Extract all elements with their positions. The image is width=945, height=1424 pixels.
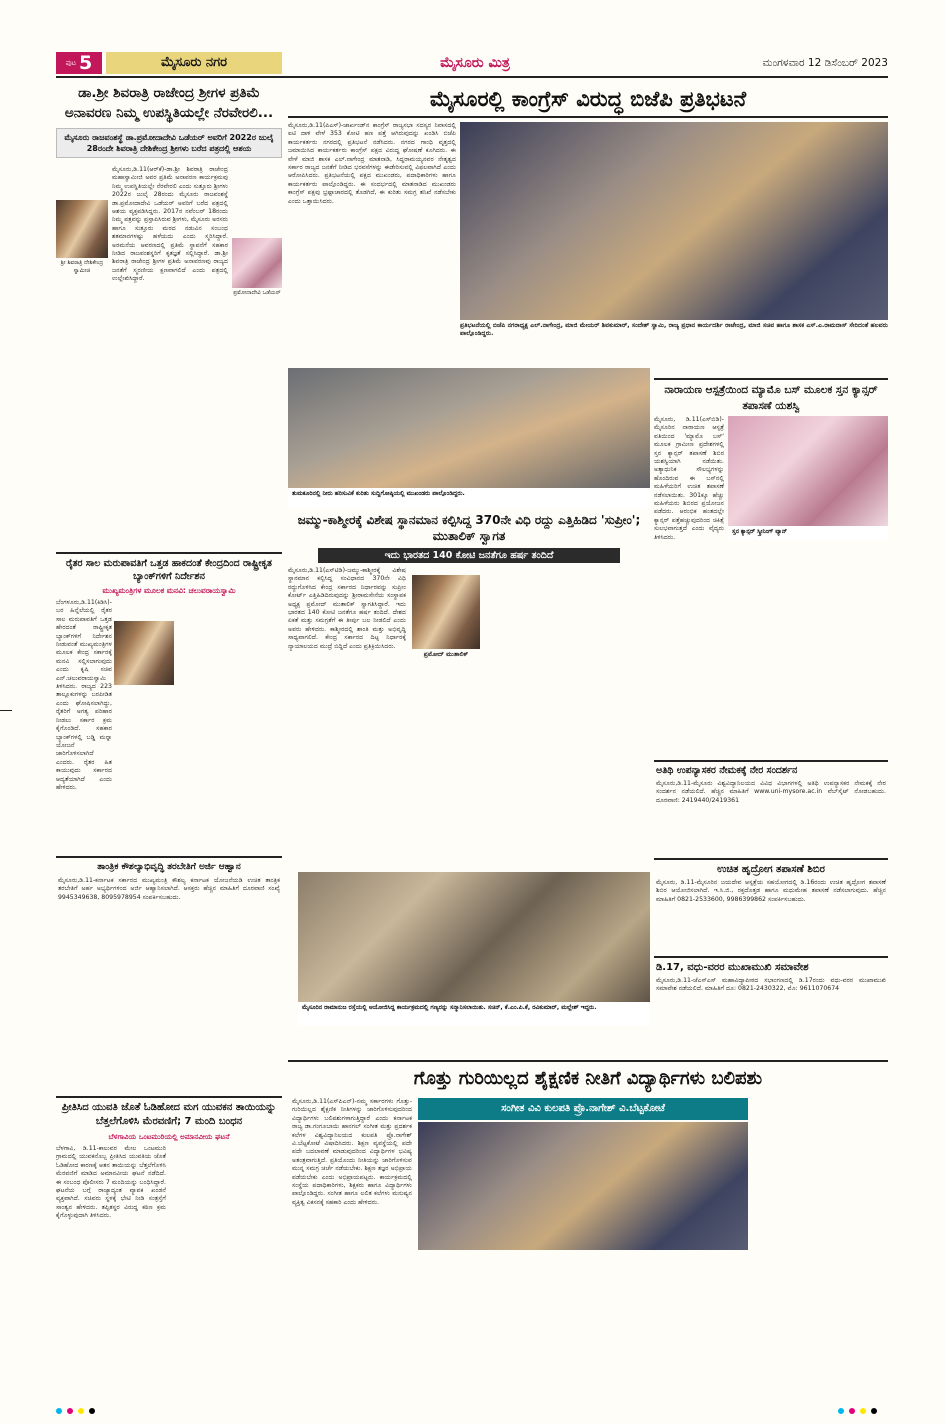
muthalik-photo — [412, 575, 480, 649]
mammo-bus-photo — [728, 416, 888, 526]
minister-photo — [114, 621, 174, 685]
story-kicker: ಬೆಳಗಾವಿಯ ಒಂಟಮುರಿಯಲ್ಲಿ ಅಮಾನವೀಯ ಘಟನೆ — [108, 1132, 230, 1141]
lead-protest-photo — [460, 122, 888, 320]
page-word: ಪುಟ — [65, 58, 77, 67]
education-body-col5 — [754, 1098, 888, 1404]
story-headline: ಡಿ.17, ವಧು-ವರರ ಮುಖಾಮುಖಿ ಸಮಾವೇಶ — [656, 962, 809, 973]
caption-text: ಪ್ರತಿಭಟನೆಯಲ್ಲಿ ಬಿಜೆಪಿ ನಗರಾಧ್ಯಕ್ಷ ಎಲ್.ನಾಗೇಂದ್ರ, ಮಾಜಿ ಮೇಯರ್ ಶಿವಕುಮಾರ್, ಸಂದೇಶ್ ಸ್ವಾಮಿ, ರಾಜ್ಯ ಪ್ರಧಾನ ಕಾರ್ಯದರ್ಶಿ ರಾಜೇಂದ್ರ, ಮಾಜಿ ಸಚಿವ ಹಾಗೂ ಶಾಸಕ ಎಸ್.ಎ.ರಾಮದಾಸ್ ಸೇರಿದಂತೆ ಹಲವರು ಪಾಲ್ಗೊಂಡಿದ್ದರು. — [460, 322, 888, 338]
mammo-bus-caption: ಸ್ತನ ಕ್ಯಾನ್ಸರ್ ಸ್ಕ್ರೀನಿಂಗ್ ವ್ಯಾನ್ — [728, 526, 888, 540]
swamiji-photo-caption: ಶ್ರೀ ಶಿವರಾತ್ರಿ ದೇಶಿಕೇಂದ್ರ ಸ್ವಾಮೀಜಿ — [60, 260, 104, 275]
page-number: 5 — [79, 52, 93, 74]
page-header — [0, 0, 945, 80]
story-headline: ಡಾ.ಶ್ರೀ ಶಿವರಾತ್ರಿ ರಾಜೇಂದ್ರ ಶ್ರೀಗಳ ಪ್ರತಿಮೆ ಅನಾವರಣ ನಿಮ್ಮ ಉಪಸ್ಥಿತಿಯಲ್ಲೇ ನೆರವೇರಲಿ... — [64, 85, 274, 121]
story-skill — [56, 856, 282, 966]
story-body: ಬೆಂಗಳೂರು,ಡಿ.11(ಕಿಡಿಸಿ)-ಬರ ಹಿನ್ನೆಲೆಯಲ್ಲಿ ರೈತರ ಸಾಲ ಮರುಪಾವತಿಗೆ ಒತ್ತಡ ಹೇರದಂತೆ ರಾಷ್ಟ್ರೀಕೃತ ಬ್ಯಾಂಕ್‌ಗಳಿಗೆ ನಿರ್ದೇಶನ ನೀಡುವಂತೆ ಮುಖ್ಯಮಂತ್ರಿಗಳ ಮೂಲಕ ಕೇಂದ್ರ ಸರ್ಕಾರಕ್ಕೆ ಮನವಿ ಸಲ್ಲಿಸಲಾಗುವುದು ಎಂದು ಕೃಷಿ ಸಚಿವ ಎನ್.ಚಲುವರಾಯಸ್ವಾಮಿ ತಿಳಿಸಿದರು. ರಾಜ್ಯದ 223 ತಾಲ್ಲೂಕುಗಳನ್ನು ಬರಪೀಡಿತ ಎಂದು ಘೋಷಿಸಲಾಗಿದ್ದು, ರೈತರಿಗೆ ಅಗತ್ಯ ಪರಿಹಾರ ನೀಡಲು ಸರ್ಕಾರ ಕ್ರಮ ಕೈಗೊಂಡಿದೆ. ಸಹಕಾರ ಬ್ಯಾಂಕ್‌ಗಳಲ್ಲಿ ಬಡ್ಡಿ ಮನ್ನಾ ಯೋಜನೆ ಜಾರಿಗೊಳಿಸಲಾಗಿದೆ ಎಂದರು. ರೈತರ ಹಿತ ಕಾಯುವುದು ಸರ್ಕಾರದ ಆದ್ಯತೆಯಾಗಿದೆ ಎಂದು ಹೇಳಿದರು. — [56, 599, 112, 791]
pramodadevi-photo — [232, 238, 282, 288]
education-top-rule — [288, 1060, 888, 1062]
story-body: ಮೈಸೂರು,ಡಿ.11-ಮೈಸೂರು ವಿಶ್ವವಿದ್ಯಾನಿಲಯದ ವಿವಿಧ ವಿಭಾಗಗಳಲ್ಲಿ ಅತಿಥಿ ಉಪನ್ಯಾಸಕರ ನೇಮಕಕ್ಕೆ ನೇರ ಸಂದರ್ಶನ ನಡೆಯಲಿದೆ. ಹೆಚ್ಚಿನ ಮಾಹಿತಿಗೆ www.uni-mysore.ac.in ವೆಬ್‌ಸೈಟ್ ನೋಡಬಹುದು. ದೂರವಾಣಿ: 2419440/2419361 — [656, 780, 886, 804]
color-registration-left — [56, 1408, 106, 1416]
story-body-left — [56, 286, 108, 550]
muthalik-photo-caption: ಪ್ರಮೋದ್ ಮುತಾಲಿಕ್ — [423, 651, 469, 658]
story-body: ಮೈಸೂರು,ಡಿ.11(ಆರ್‌ಕೆ)-ಡಾ.ಶ್ರೀ ಶಿವರಾತ್ರಿ ರಾಜೇಂದ್ರ ಮಹಾಸ್ವಾಮೀಜಿ ಅವರ ಪ್ರತಿಮೆ ಅನಾವರಣ ಕಾರ್ಯಕ್ರಮವು ನಿಮ್ಮ ಉಪಸ್ಥಿತಿಯಲ್ಲೇ ನೆರವೇರಲಿ ಎಂದು ಸುತ್ತೂರು ಶ್ರೀಗಳು 2022ರ ಜುಲೈ 28ರಂದು ಮೈಸೂರು ರಾಜವಂಶಸ್ಥೆ ಡಾ.ಪ್ರಮೋದಾದೇವಿ ಒಡೆಯರ್ ಅವರಿಗೆ ಬರೆದ ಪತ್ರದಲ್ಲಿ ಆಶಯ ವ್ಯಕ್ತಪಡಿಸಿದ್ದರು. 2017ರ ನವೆಂಬರ್ 18ರಂದು ನಿಮ್ಮ ಪತ್ರವನ್ನು ಪ್ರಸ್ತಾಪಿಸಿರುವ ಶ್ರೀಗಳು, ಮೈಸೂರು ಅರಸರು ಹಾಗೂ ಸುತ್ತೂರು ಮಠದ ನಡುವಿನ ಸಂಬಂಧ ಶತಮಾನಗಳಷ್ಟು ಹಳೆಯದು ಎಂದು ಸ್ಮರಿಸಿದ್ದಾರೆ. ಅರಮನೆಯ ಆವರಣದಲ್ಲಿ ಪ್ರತಿಮೆ ಸ್ಥಾಪನೆಗೆ ಸಹಕಾರ ನೀಡಿದ ರಾಜವಂಶಸ್ಥರಿಗೆ ಕೃತಜ್ಞತೆ ಸಲ್ಲಿಸಿದ್ದಾರೆ. ಡಾ.ಶ್ರೀ ಶಿವರಾತ್ರಿ ರಾಜೇಂದ್ರ ಶ್ರೀಗಳ ಪ್ರತಿಮೆ ಅನಾವರಣವು ರಾಜ್ಯದ ಜನತೆಗೆ ಸ್ಮರಣೀಯ ಕ್ಷಣವಾಗಲಿದೆ ಎಂದು ಪತ್ರದಲ್ಲಿ ಉಲ್ಲೇಖಿಸಿದ್ದಾರೆ. — [112, 166, 228, 283]
education-banner: ಸಂಗೀತ ವಿವಿ ಕುಲಪತಿ ಪ್ರೊ.ನಾಗೇಶ್ ವಿ.ಬೆಟ್ಟಕೋಟೆ — [418, 1098, 748, 1120]
story-body-right — [172, 1145, 282, 1375]
story-body-right — [232, 310, 282, 550]
story-marriage — [654, 956, 888, 1024]
margin-mark — [0, 710, 12, 711]
page-number-tab — [56, 52, 102, 74]
story-body-mid — [412, 665, 528, 867]
masthead: ಮೈಸೂರು ಮಿತ್ರ — [440, 55, 510, 71]
felicitation-photo — [298, 872, 650, 1002]
story-body-right — [176, 599, 282, 849]
color-registration-right — [838, 1408, 888, 1416]
story-body: ಮೈಸೂರು, ಡಿ.11(ಎಸ್‌ಬಿಡಿ)-ಮೈಸೂರಿನ ನಾರಾಯಣ ಆಸ್ಪತ್ರೆ ವತಿಯಿಂದ 'ಮ್ಯಾಮೊ ಬಸ್' ಮೂಲಕ ಗ್ರಾಮೀಣ ಪ್ರದೇಶಗಳಲ್ಲಿ ಸ್ತನ ಕ್ಯಾನ್ಸರ್ ತಪಾಸಣೆ ಶಿಬಿರ ಯಶಸ್ವಿಯಾಗಿ ನಡೆಯಿತು. ಅತ್ಯಾಧುನಿಕ ಸೌಲಭ್ಯಗಳನ್ನು ಹೊಂದಿರುವ ಈ ಬಸ್‌ನಲ್ಲಿ ಮಹಿಳೆಯರಿಗೆ ಉಚಿತ ತಪಾಸಣೆ ನಡೆಸಲಾಯಿತು. 301ಕ್ಕೂ ಹೆಚ್ಚು ಮಹಿಳೆಯರು ಶಿಬಿರದ ಪ್ರಯೋಜನ ಪಡೆದರು. ಆರಂಭಿಕ ಹಂತದಲ್ಲೇ ಕ್ಯಾನ್ಸರ್ ಪತ್ತೆಹಚ್ಚುವುದರಿಂದ ಚಿಕಿತ್ಸೆ ಸುಲಭವಾಗುತ್ತದೆ ಎಂದು ವೈದ್ಯರು ತಿಳಿಸಿದರು. — [654, 416, 724, 541]
education-headline: ಗೊತ್ತು ಗುರಿಯಿಲ್ಲದ ಶೈಕ್ಷಣಿಕ ನೀತಿಗೆ ವಿದ್ಯಾರ್ಥಿಗಳು ಬಲಿಪಶು — [413, 1068, 763, 1089]
section-title: ಮೈಸೂರು ನಗರ — [106, 52, 282, 74]
education-body-col4 — [642, 1254, 748, 1404]
story-body-right — [534, 567, 650, 867]
story-370 — [288, 508, 650, 868]
story-kicker: ಮುಖ್ಯಮಂತ್ರಿಗಳ ಮೂಲಕ ಮನವಿ: ಚಲುವರಾಯಸ್ವಾಮಿ — [102, 586, 236, 595]
education-body-col3 — [530, 1254, 636, 1404]
education-body: ಮೈಸೂರು,ಡಿ.11(ಎಸ್‌ಪಿಎನ್)-ನಮ್ಮ ಸರ್ಕಾರಗಳು ಗೊತ್ತು-ಗುರಿಯಿಲ್ಲದ ಶೈಕ್ಷಣಿಕ ನೀತಿಗಳನ್ನು ಜಾರಿಗೊಳಿಸುವುದರಿಂದ ವಿದ್ಯಾರ್ಥಿಗಳು ಬಲಿಪಶುಗಳಾಗುತ್ತಿದ್ದಾರೆ ಎಂದು ಕರ್ನಾಟಕ ರಾಜ್ಯ ಡಾ.ಗಂಗೂಬಾಯಿ ಹಾನಗಲ್ ಸಂಗೀತ ಮತ್ತು ಪ್ರದರ್ಶಕ ಕಲೆಗಳ ವಿಶ್ವವಿದ್ಯಾನಿಲಯದ ಕುಲಪತಿ ಪ್ರೊ.ನಾಗೇಶ್ ವಿ.ಬೆಟ್ಟಕೋಟೆ ವಿಷಾದಿಸಿದರು. ಶಿಕ್ಷಣ ವ್ಯವಸ್ಥೆಯಲ್ಲಿ ಪದೇ ಪದೇ ಬದಲಾವಣೆ ಮಾಡುವುದರಿಂದ ವಿದ್ಯಾರ್ಥಿಗಳ ಭವಿಷ್ಯ ಅತಂತ್ರವಾಗುತ್ತಿದೆ. ಪ್ರತಿಯೊಂದು ನೀತಿಯನ್ನು ಜಾರಿಗೊಳಿಸುವ ಮುನ್ನ ಸಮಗ್ರ ಚರ್ಚೆ ನಡೆಯಬೇಕು. ಶಿಕ್ಷಣ ತಜ್ಞರ ಅಭಿಪ್ರಾಯ ಪಡೆಯಬೇಕು ಎಂದು ಅಭಿಪ್ರಾಯಪಟ್ಟರು. ಕಾರ್ಯಕ್ರಮದಲ್ಲಿ ಸಂಸ್ಥೆಯ ಪದಾಧಿಕಾರಿಗಳು, ಶಿಕ್ಷಕರು ಹಾಗೂ ವಿದ್ಯಾರ್ಥಿಗಳು ಪಾಲ್ಗೊಂಡಿದ್ದರು. ಸಂಗೀತ ಹಾಗೂ ಲಲಿತ ಕಲೆಗಳು ಮನುಷ್ಯನ ವ್ಯಕ್ತಿತ್ವ ವಿಕಸನಕ್ಕೆ ಸಹಕಾರಿ ಎಂದು ಹೇಳಿದರು. — [292, 1098, 412, 1206]
swamiji-photo — [56, 200, 108, 258]
education-photo — [418, 1122, 748, 1250]
story-subhead: ಮೈಸೂರು ರಾಜವಂಶಸ್ಥೆ ಡಾ.ಪ್ರಮೋದಾದೇವಿ ಒಡೆಯರ್ ಅವರಿಗೆ 2022ರ ಜುಲೈ 28ರಂದೇ ಶಿವರಾತ್ರಿ ದೇಶಿಕೇಂದ್ರ ಶ್ರೀಗಳು ಬರೆದ ಪತ್ರದಲ್ಲಿ ಆಶಯ — [56, 128, 282, 158]
story-body-right — [810, 544, 888, 758]
pramodadevi-photo-caption: ಪ್ರಮೋದಾದೇವಿ ಒಡೆಯರ್ — [233, 290, 281, 296]
story-headline: ರೈತರ ಸಾಲ ಮರುಪಾವತಿಗೆ ಒತ್ತಡ ಹಾಕದಂತೆ ಕೇಂದ್ರದಿಂದ ರಾಷ್ಟ್ರೀಕೃತ ಬ್ಯಾಂಕ್‌ಗಳಿಗೆ ನಿರ್ದೇಶನ — [66, 558, 272, 582]
story-body: ಬೆಳಗಾವಿ, ಡಿ.11-ಕಾಲುವರ ಮೇಲ ಒಂಟಮುರಿ ಗ್ರಾಮದಲ್ಲಿ ಯುವಕನೊಬ್ಬ ಪ್ರೀತಿಸಿದ ಯುವತಿಯ ಜೊತೆ ಓಡಿಹೋದ ಕಾರಣಕ್ಕೆ ಆತನ ತಾಯಿಯನ್ನು ಬೆತ್ತಲೆಗೊಳಿಸಿ ಮೆರವಣಿಗೆ ಮಾಡಿದ ಅಮಾನವೀಯ ಘಟನೆ ನಡೆದಿದೆ. ಈ ಸಂಬಂಧ ಪೊಲೀಸರು 7 ಮಂದಿಯನ್ನು ಬಂಧಿಸಿದ್ದಾರೆ. ಘಟನೆಯ ಬಗ್ಗೆ ರಾಜ್ಯಾದ್ಯಂತ ವ್ಯಾಪಕ ಖಂಡನೆ ವ್ಯಕ್ತವಾಗಿದೆ. ಸಚಿವರು ಸ್ಥಳಕ್ಕೆ ಭೇಟಿ ನೀಡಿ ಸಂತ್ರಸ್ತೆಗೆ ಸಾಂತ್ವನ ಹೇಳಿದರು. ತಪ್ಪಿತಸ್ಥರ ವಿರುದ್ಧ ಕಠಿಣ ಕ್ರಮ ಕೈಗೊಳ್ಳುವುದಾಗಿ ತಿಳಿಸಿದರು. — [56, 1145, 166, 1220]
meeting-photo — [288, 368, 650, 488]
story-headline: ಉಚಿತ ಹೃದ್ರೋಗ ತಪಾಸಣೆ ಶಿಬಿರ — [717, 864, 825, 875]
page-date: ಮಂಗಳವಾರ 12 ಡಿಸೆಂಬರ್ 2023 — [762, 57, 888, 69]
story-cancer — [654, 378, 888, 758]
story-body-mid — [728, 544, 806, 758]
meeting-photo-caption: ತುಮಕೂರಿನಲ್ಲಿ ನೀರು ಹರಿಸುವಿಕೆ ಕುರಿತು ಸುದ್ದಿಗೋಷ್ಠಿಯಲ್ಲಿ ಮುಖಂಡರು ಪಾಲ್ಗೊಂಡಿದ್ದರು. — [288, 488, 650, 508]
story-body: ಮೈಸೂರು,ಡಿ.11(ಎಸ್‌ಟಿಡಿ)-ಜಮ್ಮು-ಕಾಶ್ಮೀರಕ್ಕೆ ವಿಶೇಷ ಸ್ಥಾನಮಾನ ಕಲ್ಪಿಸಿದ್ದ ಸಂವಿಧಾನದ 370ನೇ ವಿಧಿ ರದ್ದುಗೊಳಿಸಿದ ಕೇಂದ್ರ ಸರ್ಕಾರದ ನಿರ್ಧಾರವನ್ನು ಸುಪ್ರೀಂ ಕೋರ್ಟ್ ಎತ್ತಿಹಿಡಿದಿರುವುದನ್ನು ಶ್ರೀರಾಮಸೇನೆಯ ಸಂಸ್ಥಾಪಕ ಅಧ್ಯಕ್ಷ ಪ್ರಮೋದ್ ಮುತಾಲಿಕ್ ಸ್ವಾಗತಿಸಿದ್ದಾರೆ. ಇದು ಭಾರತದ 140 ಕೋಟಿ ಜನತೆಗೂ ಹರ್ಷ ತಂದಿದೆ. ದೇಶದ ಏಕತೆ ಮತ್ತು ಸಮಗ್ರತೆಗೆ ಈ ತೀರ್ಪು ಬಲ ನೀಡಲಿದೆ ಎಂದು ಅವರು ಹೇಳಿದರು. ಕಾಶ್ಮೀರದಲ್ಲಿ ಶಾಂತಿ ಮತ್ತು ಅಭಿವೃದ್ಧಿ ಸಾಧ್ಯವಾಗಲಿದೆ. ಕೇಂದ್ರ ಸರ್ಕಾರದ ದಿಟ್ಟ ನಿರ್ಧಾರಕ್ಕೆ ನ್ಯಾಯಾಲಯದ ಮುದ್ರೆ ಬಿದ್ದಿದೆ ಎಂದು ಪ್ರತಿಕ್ರಿಯಿಸಿದರು. — [288, 567, 406, 650]
story-headline: ಪ್ರೀತಿಸಿದ ಯುವತಿ ಜೊತೆ ಓಡಿಹೋದ ಮಗ ಯುವಕನ ತಾಯಿಯನ್ನು ಬೆತ್ತಲೆಗೊಳಿಸಿ ಮೆರವಣಿಗೆ; 7 ಮಂದಿ ಬಂಧನ — [61, 1102, 277, 1127]
story-heart — [654, 858, 888, 954]
story-headline: ಜಮ್ಮು-ಕಾಶ್ಮೀರಕ್ಕೆ ವಿಶೇಷ ಸ್ಥಾನಮಾನ ಕಲ್ಪಿಸಿದ್ದ 370ನೇ ವಿಧಿ ರದ್ದು ಎತ್ತಿಹಿಡಿದ 'ಸುಪ್ರೀಂ'; ಮುತಾಲಿಕ್ ಸ್ವಾಗತ — [297, 513, 641, 543]
education-body-col2 — [418, 1254, 524, 1404]
story-body: ಮೈಸೂರು,ಡಿ.11-ಕರ್ನಾಟಕ ಸರ್ಕಾರದ ಮುಖ್ಯಮಂತ್ರಿ ಕೌಶಲ್ಯ ಕರ್ನಾಟಕ ಯೋಜನೆಯಡಿ ಉಚಿತ ತಾಂತ್ರಿಕ ತರಬೇತಿಗೆ ಅರ್ಹ ಅಭ್ಯರ್ಥಿಗಳಿಂದ ಅರ್ಜಿ ಆಹ್ವಾನಿಸಲಾಗಿದೆ. ಆಸಕ್ತರು ಹೆಚ್ಚಿನ ಮಾಹಿತಿಗೆ ದೂರವಾಣಿ ಸಂಖ್ಯೆ 9945349638, 8095978954 ಸಂಪರ್ಕಿಸಬಹುದು. — [58, 877, 280, 901]
felicitation-photo-caption: ಮೈಸೂರಿನ ರಾಮಾನುಜ ರಸ್ತೆಯಲ್ಲಿ ಆಯೋಜಿಸಿದ್ದ ಕಾರ್ಯಕ್ರಮದಲ್ಲಿ ಗಣ್ಯರನ್ನು ಸನ್ಮಾನಿಸಲಾಯಿತು. ಸಚಿನ್, ಕೆ.ಎಂ.ಪಿ.ಕೆ, ರವಿಕುಮಾರ್, ಮಲ್ಲೇಶ್ ಇದ್ದರು. — [298, 1002, 650, 1026]
lead-body-continued — [288, 316, 456, 364]
story-guest — [654, 760, 888, 856]
story-loan — [56, 552, 282, 852]
story-crime — [56, 1096, 282, 1404]
story-body: ಮೈಸೂರು, ಡಿ.11-ಮೈಸೂರಿನ ಜಯದೇವ ಆಸ್ಪತ್ರೆಯ ಸಹಯೋಗದಲ್ಲಿ ಡಿ.16ರಂದು ಉಚಿತ ಹೃದ್ರೋಗ ತಪಾಸಣೆ ಶಿಬಿರ ಆಯೋಜಿಸಲಾಗಿದೆ. ಇ.ಸಿ.ಜಿ., ರಕ್ತದೊತ್ತಡ ಹಾಗೂ ಮಧುಮೇಹ ತಪಾಸಣೆ ನಡೆಸಲಾಗುವುದು. ಹೆಚ್ಚಿನ ಮಾಹಿತಿಗೆ 0821-2533600, 9986399862 ಸಂಪರ್ಕಿಸಬಹುದು. — [656, 879, 886, 903]
story-headline: ಅತಿಥಿ ಉಪನ್ಯಾಸಕರ ನೇಮಕಕ್ಕೆ ನೇರ ಸಂದರ್ಶನ — [656, 765, 798, 776]
story-swamiji — [56, 80, 282, 550]
header-rule — [56, 76, 888, 78]
story-body: ಮೈಸೂರು,ಡಿ.11-ಜೆಎಸ್‌ಎಸ್ ಮಹಾವಿದ್ಯಾಪೀಠದ ಸಭಾಂಗಣದಲ್ಲಿ ಡಿ.17ರಂದು ವಧು-ವರರ ಮುಖಾಮುಖಿ ಸಮಾವೇಶ ನಡೆಯಲಿದೆ. ಮಾಹಿತಿಗೆ ದೂ: 0821-2430322, ಮೊ: 9611070674 — [656, 977, 886, 993]
lead-headline: ಮೈಸೂರಲ್ಲಿ ಕಾಂಗ್ರೆಸ್ ವಿರುದ್ಧ ಬಿಜೆಪಿ ಪ್ರತಿಭಟನೆ — [288, 80, 888, 118]
story-subhead: ಇದು ಭಾರತದ 140 ಕೋಟಿ ಜನತೆಗೂ ಹರ್ಷ ತಂದಿದೆ — [318, 548, 620, 563]
lead-body: ಮೈಸೂರು,ಡಿ.11(ಪಿಎಸ್)-ಜಾರ್ಖಂಡ್‌ನ ಕಾಂಗ್ರೆಸ್ ರಾಜ್ಯಸಭಾ ಸದಸ್ಯರ ನಿವಾಸದಲ್ಲಿ ಐಟಿ ದಾಳಿ ವೇಳೆ 353 ಕೋಟಿ ಹಣ ಪತ್ತೆ ಆಗಿರುವುದನ್ನು ಖಂಡಿಸಿ ಬಿಜೆಪಿ ಕಾರ್ಯಕರ್ತರು ನಗರದಲ್ಲಿ ಪ್ರತಿಭಟನೆ ನಡೆಸಿದರು. ನಗರದ ಗಾಂಧಿ ವೃತ್ತದಲ್ಲಿ ಜಮಾಯಿಸಿದ ಕಾರ್ಯಕರ್ತರು ಕಾಂಗ್ರೆಸ್ ಪಕ್ಷದ ವಿರುದ್ಧ ಘೋಷಣೆ ಕೂಗಿದರು. ಈ ವೇಳೆ ಮಾಜಿ ಶಾಸಕ ಎಲ್.ನಾಗೇಂದ್ರ ಮಾತನಾಡಿ, ಸಿದ್ದರಾಮಯ್ಯನವರ ನೇತೃತ್ವದ ಸರ್ಕಾರ ರಾಜ್ಯದ ಜನತೆಗೆ ನೀಡಿದ ಭರವಸೆಗಳನ್ನು ಈಡೇರಿಸುವಲ್ಲಿ ವಿಫಲವಾಗಿದೆ ಎಂದು ಆರೋಪಿಸಿದರು. ಪ್ರತಿಭಟನೆಯಲ್ಲಿ ಪಕ್ಷದ ಮುಖಂಡರು, ಪದಾಧಿಕಾರಿಗಳು ಹಾಗೂ ಕಾರ್ಯಕರ್ತರು ಪಾಲ್ಗೊಂಡಿದ್ದರು. ಈ ಸಂದರ್ಭದಲ್ಲಿ ಮಾತನಾಡಿದ ಮುಖಂಡರು ಕಾಂಗ್ರೆಸ್ ಪಕ್ಷವು ಭ್ರಷ್ಟಾಚಾರದಲ್ಲಿ ತೊಡಗಿದೆ, ಈ ಕುರಿತು ಸಮಗ್ರ ತನಿಖೆ ನಡೆಸಬೇಕು ಎಂದು ಒತ್ತಾಯಿಸಿದರು. — [288, 122, 456, 205]
lead-photo-caption — [460, 322, 888, 364]
story-headline: ತಾಂತ್ರಿಕ ಕೌಶಲ್ಯಾಭಿವೃದ್ಧಿ ತರಬೇತಿಗೆ ಅರ್ಜಿ ಆಹ್ವಾನ — [97, 862, 241, 872]
story-headline: ನಾರಾಯಣ ಆಸ್ಪತ್ರೆಯಿಂದ ಮ್ಯಾಮೊ ಬಸ್ ಮೂಲಕ ಸ್ತನ ಕ್ಯಾನ್ಸರ್ ತಪಾಸಣೆ ಯಶಸ್ವಿ — [664, 384, 878, 412]
